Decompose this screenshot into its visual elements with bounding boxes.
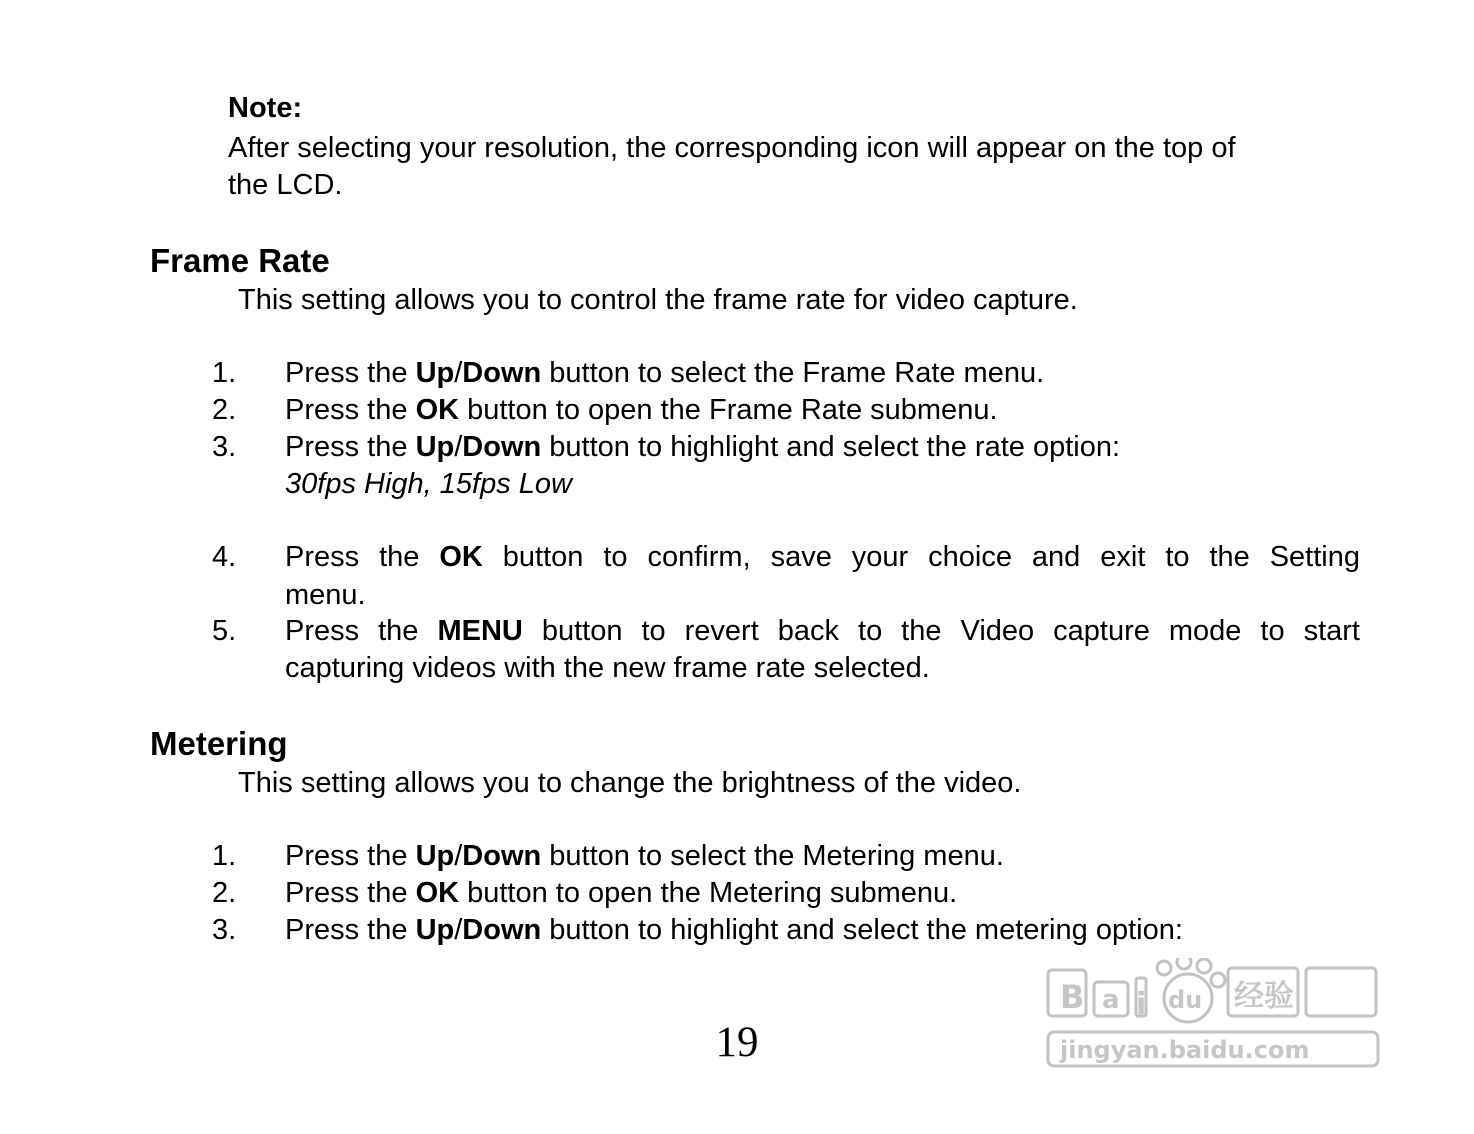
frame-rate-step-4: Press the OK button to confirm, save your choice and exit to the Setting (285, 541, 1360, 573)
note-text-line-2: the LCD. (228, 169, 343, 201)
svg-text:jingyan.baidu.com: jingyan.baidu.com (1060, 1036, 1310, 1064)
ok-button-label: OK (415, 877, 460, 909)
frame-rate-step-5: Press the MENU button to revert back to the Video capture mode to start (285, 615, 1360, 647)
baidu-watermark-logo (1040, 958, 1385, 1078)
frame-rate-intro: This setting allows you to control the frame rate for video capture. (238, 284, 1078, 316)
frame-rate-step-4-line-2: menu. (285, 579, 366, 611)
up-button-label: Up (415, 840, 455, 872)
svg-text:经验: 经验 (1234, 979, 1294, 1014)
svg-text:du: du (1168, 986, 1203, 1014)
frame-rate-step-1: Press the Up/Down button to select the Frame Rate menu. (285, 357, 1045, 389)
metering-step-1: Press the Up/Down button to select the Metering menu. (285, 840, 1004, 872)
frame-rate-step-3-number: 3. (212, 431, 237, 463)
metering-step-2: Press the OK button to open the Metering submenu. (285, 877, 958, 909)
frame-rate-step-5-line-2: capturing videos with the new frame rate selected. (285, 652, 930, 684)
frame-rate-options: 30fps High, 15fps Low (285, 468, 572, 500)
frame-rate-heading: Frame Rate (150, 242, 330, 279)
down-button-label: Down (462, 914, 542, 946)
svg-text:i: i (1136, 987, 1147, 1022)
ok-button-label: OK (439, 541, 483, 573)
frame-rate-step-2-number: 2. (212, 394, 237, 426)
metering-intro: This setting allows you to change the brightness of the video. (238, 767, 1022, 799)
menu-button-label: MENU (437, 615, 523, 647)
watermark-brand-text: B (1060, 978, 1085, 1016)
frame-rate-step-5-number: 5. (212, 615, 237, 647)
metering-step-3-number: 3. (212, 914, 237, 946)
frame-rate-step-3: Press the Up/Down button to highlight and select the rate option: (285, 431, 1121, 463)
metering-heading: Metering (150, 725, 288, 762)
note-label: Note: (228, 92, 303, 124)
metering-step-1-number: 1. (212, 840, 237, 872)
down-button-label: Down (462, 357, 542, 389)
up-button-label: Up (415, 914, 455, 946)
frame-rate-step-1-number: 1. (212, 357, 237, 389)
ok-button-label: OK (415, 394, 460, 426)
frame-rate-step-2: Press the OK button to open the Frame Rate submenu. (285, 394, 998, 426)
frame-rate-step-4-number: 4. (212, 541, 237, 573)
up-button-label: Up (415, 357, 455, 389)
page-number: 19 (715, 1019, 759, 1066)
metering-step-2-number: 2. (212, 877, 237, 909)
svg-text:a: a (1102, 985, 1120, 1015)
down-button-label: Down (462, 431, 542, 463)
up-button-label: Up (415, 431, 455, 463)
down-button-label: Down (462, 840, 542, 872)
note-text-line-1: After selecting your resolution, the corresponding icon will appear on the top of (228, 132, 1236, 164)
metering-step-3: Press the Up/Down button to highlight and select the metering option: (285, 914, 1183, 946)
